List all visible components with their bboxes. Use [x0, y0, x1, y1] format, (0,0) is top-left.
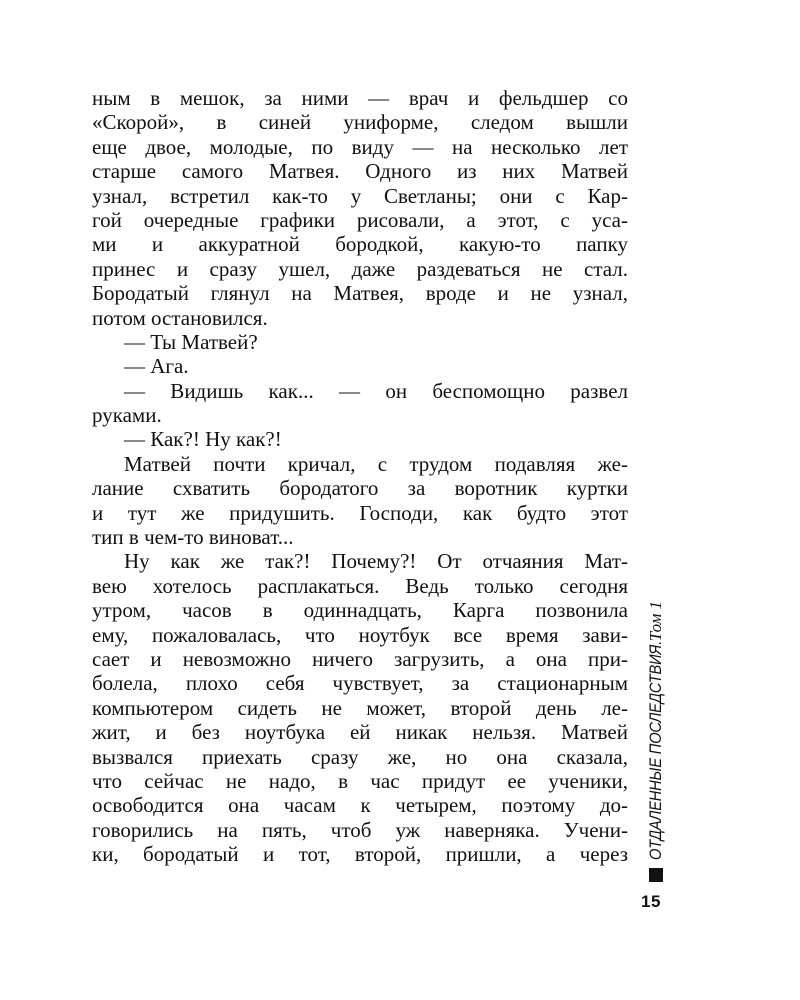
text-line: принес и сразу ушел, даже раздеваться не стал. — [92, 256, 628, 281]
body-text — [92, 86, 628, 867]
text-line: ми и аккуратной бородкой, какую-то папку — [92, 232, 628, 257]
text-line: вызвался приехать сразу же, но она сказала, — [92, 744, 628, 769]
text-line: еще двое, молодые, по виду — на несколько лет — [92, 134, 628, 159]
text-line: старше самого Матвея. Одного из них Матвей — [92, 159, 628, 184]
text-line: утром, часов в одиннадцать, Карга позвонила — [92, 598, 628, 623]
text-line: руками. — [92, 403, 162, 428]
text-line: болела, плохо себя чувствует, за стационарным — [92, 671, 628, 696]
text-line: вею хотелось расплакаться. Ведь только сегодня — [92, 573, 628, 598]
series-title: ОТДАЛЕННЫЕ ПОСЛЕДСТВИЯ. — [646, 640, 665, 860]
text-line: ему, пожаловалась, что ноутбук все время зави- — [92, 622, 628, 647]
square-marker-icon — [649, 868, 663, 882]
text-line: Ну как же так?! Почему?! От отчаяния Мат- — [124, 549, 628, 574]
text-line: гой очередные графики рисовали, а этот, с уса- — [92, 207, 628, 232]
text-line: жит, и без ноутбука ей никак нельзя. Матвей — [92, 720, 628, 745]
dialogue-line: — Как?! Ну как?! — [124, 427, 282, 452]
volume-label: Том 1 — [646, 600, 665, 642]
text-line: сает и невозможно ничего загрузить, а она при- — [92, 646, 628, 671]
text-line: говорились на пять, чтоб уж наверняка. Учени- — [92, 817, 628, 842]
dialogue-line: — Ты Матвей? — [124, 329, 258, 354]
text-line: «Скорой», в синей униформе, следом вышли — [92, 110, 628, 135]
text-line: Матвей почти кричал, с трудом подавляя же- — [124, 451, 628, 476]
text-line: потом остановился. — [92, 305, 268, 330]
page-number: 15 — [641, 892, 661, 911]
text-line: ным в мешок, за ними — врач и фельдшер со — [92, 86, 628, 110]
text-line: тип в чем-то виноват... — [92, 525, 294, 550]
dialogue-line: — Видишь как... — он беспомощно развел — [124, 378, 628, 403]
dialogue-line: — Ага. — [124, 354, 189, 379]
text-line: компьютером сидеть не может, второй день ле- — [92, 695, 628, 720]
text-line: ки, бородатый и тот, второй, пришли, а через — [92, 842, 628, 867]
text-line: и тут же придушить. Господи, как будто этот — [92, 500, 628, 525]
text-line: Бородатый глянул на Матвея, вроде и не узнал, — [92, 281, 628, 306]
text-line: узнал, встретил как-то у Светланы; они с Кар- — [92, 183, 628, 208]
running-title — [643, 522, 669, 882]
text-line: лание схватить бородатого за воротник куртки — [92, 476, 628, 501]
text-line: освободится она часам к четырем, поэтому до- — [92, 793, 628, 818]
text-line: что сейчас не надо, в час придут ее ученики, — [92, 768, 628, 793]
